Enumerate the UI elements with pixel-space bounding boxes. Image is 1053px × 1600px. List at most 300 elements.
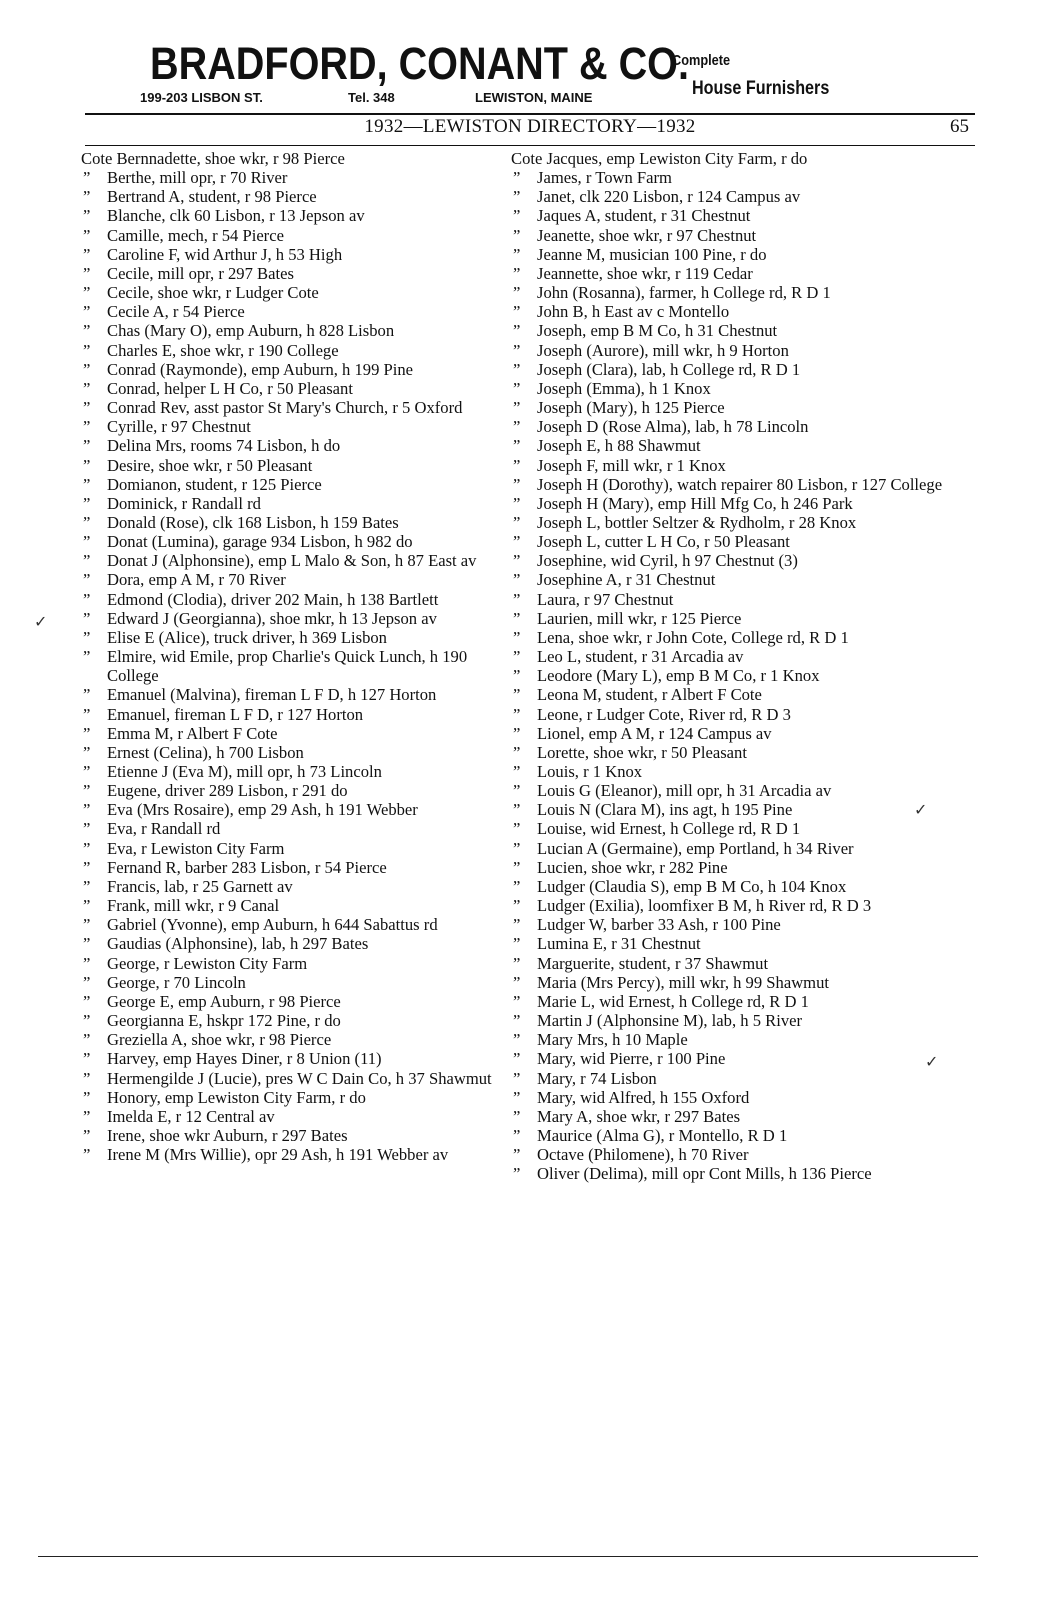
ditto-mark: ” <box>83 398 91 418</box>
directory-entry <box>511 245 951 264</box>
entry-text: Donald (Rose), clk 168 Lisbon, h 159 Bates <box>107 512 399 532</box>
ditto-mark: ” <box>513 225 521 245</box>
directory-entry <box>81 973 511 992</box>
entry-text: Caroline F, wid Arthur J, h 53 High <box>107 244 343 264</box>
directory-entry <box>511 456 951 475</box>
ditto-mark: ” <box>83 206 91 226</box>
entry-text: Leona M, student, r Albert F Cote <box>537 685 762 705</box>
entry-text: Laurien, mill wkr, r 125 Pierce <box>537 608 742 628</box>
directory-entry <box>511 705 951 724</box>
directory-entry <box>81 187 511 206</box>
entry-text: Blanche, clk 60 Lisbon, r 13 Jepson av <box>107 206 365 226</box>
directory-entry <box>81 168 511 187</box>
directory-entry <box>81 954 511 973</box>
directory-entry <box>511 973 951 992</box>
directory-entry <box>511 532 951 551</box>
directory-entry <box>81 302 511 321</box>
ditto-mark: ” <box>513 244 521 264</box>
entry-text: John (Rosanna), farmer, h College rd, R D 1 <box>537 283 831 303</box>
ditto-mark: ” <box>83 321 91 341</box>
entry-text: Eugene, driver 289 Lisbon, r 291 do <box>107 781 348 801</box>
ditto-mark: ” <box>513 896 521 916</box>
entry-text: Desire, shoe wkr, r 50 Pleasant <box>107 455 313 475</box>
entry-text: Conrad (Raymonde), emp Auburn, h 199 Pine <box>107 359 414 379</box>
ditto-mark: ” <box>83 244 91 264</box>
directory-entry <box>81 1030 511 1049</box>
entry-text: Joseph H (Mary), emp Hill Mfg Co, h 246 Park <box>537 493 853 513</box>
entry-text: Donat J (Alphonsine), emp L Malo & Son, h 87 East av <box>107 551 477 571</box>
ditto-mark: ” <box>513 398 521 418</box>
directory-entry <box>511 1069 951 1088</box>
ditto-mark: ” <box>513 417 521 437</box>
directory-entry <box>81 206 511 225</box>
ditto-mark: ” <box>83 1125 91 1145</box>
page-number: 65 <box>950 116 969 137</box>
directory-entry <box>81 1069 511 1088</box>
directory-entry <box>81 264 511 283</box>
entry-text: Domianon, student, r 125 Pierce <box>107 474 322 494</box>
entry-text: Elmire, wid Emile, prop Charlie's Quick Lunch, h 190 College <box>107 647 468 686</box>
entry-text: Honory, emp Lewiston City Farm, r do <box>107 1087 366 1107</box>
entry-text: Cecile A, r 54 Pierce <box>107 302 245 322</box>
directory-entry <box>81 551 511 570</box>
entry-text: Donat (Lumina), garage 934 Lisbon, h 982 do <box>107 532 413 552</box>
directory-entry <box>511 762 951 781</box>
ditto-mark: ” <box>83 608 91 628</box>
directory-entry <box>511 1145 951 1164</box>
entry-text: Francis, lab, r 25 Garnett av <box>107 876 293 896</box>
directory-entry <box>511 436 951 455</box>
ditto-mark: ” <box>83 225 91 245</box>
running-head-rule <box>85 145 975 146</box>
entry-text: Emma M, r Albert F Cote <box>107 723 278 743</box>
ditto-mark: ” <box>83 1145 91 1165</box>
entry-text: Joseph (Mary), h 125 Pierce <box>537 398 725 418</box>
ditto-mark: ” <box>513 934 521 954</box>
entry-text: Leo L, student, r 31 Arcadia av <box>537 647 744 667</box>
directory-entry <box>511 743 951 762</box>
ditto-mark: ” <box>513 991 521 1011</box>
directory-entry <box>81 1107 511 1126</box>
entry-text: George, r Lewiston City Farm <box>107 953 308 973</box>
ditto-mark: ” <box>83 915 91 935</box>
entry-text: Delina Mrs, rooms 74 Lisbon, h do <box>107 436 341 456</box>
directory-entry <box>81 1145 511 1164</box>
ditto-mark: ” <box>513 168 521 188</box>
header-rule <box>85 113 975 115</box>
entry-text: Joseph, emp B M Co, h 31 Chestnut <box>537 321 778 341</box>
ditto-mark: ” <box>513 800 521 820</box>
banner-street-address: 199-203 LISBON ST. <box>140 90 263 105</box>
ditto-mark: ” <box>513 474 521 494</box>
directory-column-right <box>511 149 951 1183</box>
directory-entry <box>81 609 511 628</box>
ditto-mark: ” <box>83 187 91 207</box>
ditto-mark: ” <box>83 876 91 896</box>
entry-text: Cyrille, r 97 Chestnut <box>107 417 251 437</box>
entry-text: Conrad Rev, asst pastor St Mary's Church, r 5 Oxford <box>107 398 463 418</box>
directory-entry <box>511 609 951 628</box>
entry-text: George, r 70 Lincoln <box>107 972 246 992</box>
directory-entry <box>511 1030 951 1049</box>
directory-entry <box>511 187 951 206</box>
directory-entry <box>511 954 951 973</box>
entry-text: Ernest (Celina), h 700 Lisbon <box>107 742 304 762</box>
directory-entry <box>511 647 951 666</box>
directory-entry <box>511 819 951 838</box>
entry-text: Lena, shoe wkr, r John Cote, College rd, R D 1 <box>537 627 849 647</box>
directory-entry <box>511 781 951 800</box>
ditto-mark: ” <box>83 800 91 820</box>
entry-text: Imelda E, r 12 Central av <box>107 1106 275 1126</box>
entry-text: Gaudias (Alphonsine), lab, h 297 Bates <box>107 934 369 954</box>
directory-entry <box>511 379 951 398</box>
entry-text: Cote Bernnadette, shoe wkr, r 98 Pierce <box>81 149 345 168</box>
entry-text: Marguerite, student, r 37 Shawmut <box>537 953 769 973</box>
entry-text: Ludger W, barber 33 Ash, r 100 Pine <box>537 915 781 935</box>
ditto-mark: ” <box>513 704 521 724</box>
directory-entry <box>511 168 951 187</box>
entry-text: Joseph L, cutter L H Co, r 50 Pleasant <box>537 532 790 552</box>
directory-entry <box>511 839 951 858</box>
entry-text: Dominick, r Randall rd <box>107 493 261 513</box>
ditto-mark: ” <box>513 915 521 935</box>
directory-entry <box>511 360 951 379</box>
ditto-mark: ” <box>513 723 521 743</box>
directory-entry <box>81 781 511 800</box>
running-head <box>85 116 975 142</box>
ditto-mark: ” <box>83 570 91 590</box>
entry-text: Joseph (Clara), lab, h College rd, R D 1 <box>537 359 801 379</box>
ditto-mark: ” <box>83 455 91 475</box>
entry-text: Joseph D (Rose Alma), lab, h 78 Lincoln <box>537 417 809 437</box>
directory-entry <box>81 1126 511 1145</box>
ditto-mark: ” <box>513 512 521 532</box>
directory-entry <box>81 800 511 819</box>
ditto-mark: ” <box>83 838 91 858</box>
entry-text: Fernand R, barber 283 Lisbon, r 54 Pierce <box>107 857 387 877</box>
entry-text: Elise E (Alice), truck driver, h 369 Lisbon <box>107 627 387 647</box>
entry-text: Josephine, wid Cyril, h 97 Chestnut (3) <box>537 551 798 571</box>
directory-entry <box>511 1049 951 1068</box>
directory-entry <box>81 877 511 896</box>
ditto-mark: ” <box>513 493 521 513</box>
directory-entry <box>81 590 511 609</box>
ditto-mark: ” <box>513 1145 521 1165</box>
directory-entry <box>511 1011 951 1030</box>
entry-text: Berthe, mill opr, r 70 River <box>107 168 288 188</box>
advertisement-banner <box>140 38 870 110</box>
directory-entry <box>81 283 511 302</box>
directory-entry <box>81 398 511 417</box>
directory-entry <box>511 570 951 589</box>
directory-entry <box>511 226 951 245</box>
ditto-mark: ” <box>513 551 521 571</box>
banner-phone: Tel. 348 <box>348 90 395 105</box>
ditto-mark: ” <box>513 302 521 322</box>
directory-entry <box>81 628 511 647</box>
directory-entry <box>81 992 511 1011</box>
ditto-mark: ” <box>83 685 91 705</box>
directory-entry <box>81 532 511 551</box>
entry-text: Janet, clk 220 Lisbon, r 124 Campus av <box>537 187 801 207</box>
directory-entry <box>81 513 511 532</box>
directory-entry <box>511 321 951 340</box>
directory-entry <box>81 494 511 513</box>
ditto-mark: ” <box>513 283 521 303</box>
ditto-mark: ” <box>83 359 91 379</box>
directory-entry <box>511 992 951 1011</box>
ditto-mark: ” <box>513 532 521 552</box>
entry-text: Cote Jacques, emp Lewiston City Farm, r do <box>511 149 808 168</box>
entry-text: Leone, r Ludger Cote, River rd, R D 3 <box>537 704 791 724</box>
ditto-mark: ” <box>513 627 521 647</box>
directory-entry <box>511 1088 951 1107</box>
entry-text: Lumina E, r 31 Chestnut <box>537 934 701 954</box>
entry-text: Joseph L, bottler Seltzer & Rydholm, r 28 Knox <box>537 512 857 532</box>
ditto-mark: ” <box>83 378 91 398</box>
directory-entry <box>81 570 511 589</box>
entry-text: Marie L, wid Ernest, h College rd, R D 1 <box>537 991 809 1011</box>
ditto-mark: ” <box>83 1030 91 1050</box>
ditto-mark: ” <box>513 838 521 858</box>
ditto-mark: ” <box>83 723 91 743</box>
ditto-mark: ” <box>513 647 521 667</box>
entry-text: Jaques A, student, r 31 Chestnut <box>537 206 751 226</box>
ditto-mark: ” <box>83 742 91 762</box>
entry-text: Oliver (Delima), mill opr Cont Mills, h 136 Pierce <box>537 1164 872 1184</box>
entry-text: Joseph E, h 88 Shawmut <box>537 436 701 456</box>
directory-entry <box>81 762 511 781</box>
entry-text: Dora, emp A M, r 70 River <box>107 570 286 590</box>
entry-text: Chas (Mary O), emp Auburn, h 828 Lisbon <box>107 321 395 341</box>
ditto-mark: ” <box>83 551 91 571</box>
directory-entry <box>81 360 511 379</box>
entry-text: Mary A, shoe wkr, r 297 Bates <box>537 1106 741 1126</box>
directory-entry <box>81 1049 511 1068</box>
entry-text: Mary, wid Alfred, h 155 Oxford <box>537 1087 750 1107</box>
directory-entry <box>81 915 511 934</box>
directory-entry <box>511 475 951 494</box>
entry-text: Etienne J (Eva M), mill opr, h 73 Lincoln <box>107 762 382 781</box>
directory-entry <box>511 628 951 647</box>
ditto-mark: ” <box>513 972 521 992</box>
ditto-mark: ” <box>83 417 91 437</box>
entry-text: Irene M (Mrs Willie), opr 29 Ash, h 191 Webber av <box>107 1145 449 1165</box>
directory-entry <box>81 245 511 264</box>
directory-entry <box>511 800 951 819</box>
ditto-mark: ” <box>83 627 91 647</box>
directory-entry <box>511 513 951 532</box>
ditto-mark: ” <box>83 1087 91 1107</box>
directory-entry <box>511 283 951 302</box>
entry-text: Edward J (Georgianna), shoe mkr, h 13 Jepson av <box>107 608 437 628</box>
entry-text: Eva, r Lewiston City Farm <box>107 838 285 858</box>
ditto-mark: ” <box>83 704 91 724</box>
entry-text: Emanuel, fireman L F D, r 127 Horton <box>107 704 364 724</box>
ditto-mark: ” <box>513 608 521 628</box>
entry-text: Louise, wid Ernest, h College rd, R D 1 <box>537 819 801 839</box>
directory-entry <box>81 1011 511 1030</box>
entry-text: Cecile, shoe wkr, r Ludger Cote <box>107 283 319 303</box>
entry-text: Jeanne M, musician 100 Pine, r do <box>537 244 767 264</box>
entry-text: Laura, r 97 Chestnut <box>537 589 674 609</box>
entry-text: Mary, r 74 Lisbon <box>537 1068 657 1088</box>
directory-entry <box>511 398 951 417</box>
directory-entry <box>511 724 951 743</box>
directory-entry <box>81 436 511 455</box>
directory-entry <box>81 819 511 838</box>
directory-entry <box>511 934 951 953</box>
margin-check-mark: ✓ <box>914 800 928 819</box>
ditto-mark: ” <box>513 436 521 456</box>
banner-tagline-bottom: House Furnishers <box>692 78 830 99</box>
ditto-mark: ” <box>513 781 521 801</box>
entry-text: Joseph (Emma), h 1 Knox <box>537 378 711 398</box>
ditto-mark: ” <box>513 359 521 379</box>
directory-entry <box>511 551 951 570</box>
entry-text: Lorette, shoe wkr, r 50 Pleasant <box>537 742 747 762</box>
ditto-mark: ” <box>513 1011 521 1031</box>
entry-text: Greziella A, shoe wkr, r 98 Pierce <box>107 1030 332 1050</box>
directory-column-left <box>81 149 511 1164</box>
entry-text: Ludger (Exilia), loomfixer B M, h River rd, R D 3 <box>537 896 872 916</box>
running-head-title: 1932—LEWISTON DIRECTORY—1932 <box>364 116 696 137</box>
entry-text: Harvey, emp Hayes Diner, r 8 Union (11) <box>107 1049 382 1069</box>
ditto-mark: ” <box>83 532 91 552</box>
ditto-mark: ” <box>513 1049 521 1069</box>
entry-text: Joseph H (Dorothy), watch repairer 80 Lisbon, r 127 College <box>537 474 943 494</box>
ditto-mark: ” <box>513 378 521 398</box>
ditto-mark: ” <box>513 589 521 609</box>
margin-check-mark: ✓ <box>925 1052 939 1071</box>
ditto-mark: ” <box>83 781 91 801</box>
ditto-mark: ” <box>83 647 91 667</box>
ditto-mark: ” <box>513 206 521 226</box>
directory-entry <box>81 149 511 168</box>
ditto-mark: ” <box>513 1087 521 1107</box>
directory-entry <box>81 685 511 704</box>
ditto-mark: ” <box>83 1049 91 1069</box>
banner-tagline-top: Complete <box>672 52 731 69</box>
directory-entry <box>81 647 511 685</box>
ditto-mark: ” <box>83 340 91 360</box>
ditto-mark: ” <box>513 1106 521 1126</box>
entry-text: George E, emp Auburn, r 98 Pierce <box>107 991 341 1011</box>
directory-entry <box>511 858 951 877</box>
ditto-mark: ” <box>83 263 91 283</box>
entry-text: Martin J (Alphonsine M), lab, h 5 River <box>537 1011 803 1031</box>
entry-text: Georgianna E, hskpr 172 Pine, r do <box>107 1011 341 1031</box>
ditto-mark: ” <box>513 953 521 973</box>
entry-text: Louis G (Eleanor), mill opr, h 31 Arcadia av <box>537 781 832 801</box>
directory-entry <box>511 896 951 915</box>
ditto-mark: ” <box>513 1068 521 1088</box>
entry-text: Ludger (Claudia S), emp B M Co, h 104 Knox <box>537 876 847 896</box>
ditto-mark: ” <box>83 436 91 456</box>
entry-text: Leodore (Mary L), emp B M Co, r 1 Knox <box>537 666 820 686</box>
entry-text: Bertrand A, student, r 98 Pierce <box>107 187 317 207</box>
entry-text: Louis, r 1 Knox <box>537 762 643 781</box>
directory-entry <box>511 341 951 360</box>
directory-entry <box>81 456 511 475</box>
entry-text: Irene, shoe wkr Auburn, r 297 Bates <box>107 1125 348 1145</box>
entry-text: Eva, r Randall rd <box>107 819 221 839</box>
entry-text: Maurice (Alma G), r Montello, R D 1 <box>537 1125 788 1145</box>
directory-entry <box>81 839 511 858</box>
ditto-mark: ” <box>513 685 521 705</box>
entry-text: Hermengilde J (Lucie), pres W C Dain Co, h 37 Shawmut <box>107 1068 492 1088</box>
ditto-mark: ” <box>513 742 521 762</box>
ditto-mark: ” <box>83 283 91 303</box>
ditto-mark: ” <box>513 187 521 207</box>
directory-entry <box>81 934 511 953</box>
entry-text: Louis N (Clara M), ins agt, h 195 Pine <box>537 800 793 820</box>
entry-text: Lucien, shoe wkr, r 282 Pine <box>537 857 728 877</box>
directory-entry <box>511 590 951 609</box>
banner-city: LEWISTON, MAINE <box>475 90 593 105</box>
entry-text: Gabriel (Yvonne), emp Auburn, h 644 Sabattus rd <box>107 915 438 935</box>
entry-text: Charles E, shoe wkr, r 190 College <box>107 340 339 360</box>
directory-entry <box>511 264 951 283</box>
entry-text: Mary, wid Pierre, r 100 Pine <box>537 1049 726 1069</box>
ditto-mark: ” <box>83 1068 91 1088</box>
ditto-mark: ” <box>83 991 91 1011</box>
ditto-mark: ” <box>83 168 91 188</box>
directory-entry <box>81 743 511 762</box>
directory-entry <box>511 877 951 896</box>
ditto-mark: ” <box>83 493 91 513</box>
entry-text: Emanuel (Malvina), fireman L F D, h 127 Horton <box>107 685 437 705</box>
ditto-mark: ” <box>513 263 521 283</box>
entry-text: Joseph F, mill wkr, r 1 Knox <box>537 455 726 475</box>
directory-entry <box>511 302 951 321</box>
ditto-mark: ” <box>513 819 521 839</box>
entry-text: Lucian A (Germaine), emp Portland, h 34 River <box>537 838 854 858</box>
ditto-mark: ” <box>83 857 91 877</box>
entry-text: Edmond (Clodia), driver 202 Main, h 138 Bartlett <box>107 589 439 609</box>
ditto-mark: ” <box>83 512 91 532</box>
entry-text: Jeannette, shoe wkr, r 119 Cedar <box>537 263 753 283</box>
entry-text: Maria (Mrs Percy), mill wkr, h 99 Shawmut <box>537 972 829 992</box>
ditto-mark: ” <box>513 1030 521 1050</box>
ditto-mark: ” <box>513 321 521 341</box>
entry-text: Cecile, mill opr, r 297 Bates <box>107 263 294 283</box>
entry-text: Lionel, emp A M, r 124 Campus av <box>537 723 772 743</box>
entry-text: John B, h East av c Montello <box>537 302 730 322</box>
entry-text: Josephine A, r 31 Chestnut <box>537 570 716 590</box>
directory-entry <box>81 226 511 245</box>
ditto-mark: ” <box>83 302 91 322</box>
directory-entry <box>511 417 951 436</box>
directory-entry <box>511 915 951 934</box>
directory-entry <box>511 494 951 513</box>
entry-text: Joseph (Aurore), mill wkr, h 9 Horton <box>537 340 789 360</box>
entry-text: Camille, mech, r 54 Pierce <box>107 225 284 245</box>
ditto-mark: ” <box>513 455 521 475</box>
ditto-mark: ” <box>83 819 91 839</box>
directory-entry <box>81 417 511 436</box>
ditto-mark: ” <box>83 896 91 916</box>
entry-text: Octave (Philomene), h 70 River <box>537 1145 749 1165</box>
directory-entry <box>511 1164 951 1183</box>
directory-entry <box>511 1107 951 1126</box>
footer-rule <box>38 1556 978 1557</box>
firm-name: BRADFORD, CONANT & CO. <box>150 38 689 89</box>
ditto-mark: ” <box>513 1164 521 1184</box>
entry-text: Mary Mrs, h 10 Maple <box>537 1030 688 1050</box>
entry-text: James, r Town Farm <box>537 168 672 188</box>
